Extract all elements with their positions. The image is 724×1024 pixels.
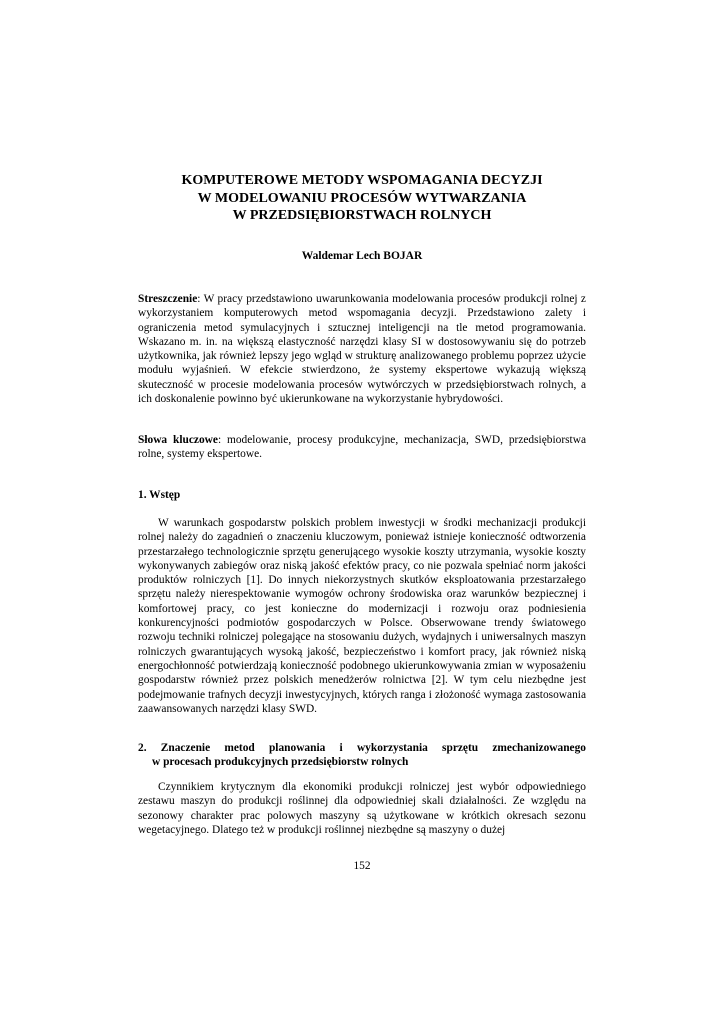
section-1-paragraph: W warunkach gospodarstw polskich problem inwestycji w środki mechanizacji produkcji rolnej należy do zagadnień o znaczeniu kluczowym, ponieważ istnieje konieczność odtworzenia przestarzałego technologicznie sprzętu generującego wysokie koszty utrzymania, wysokie koszty wykonywanych zabiegów oraz niską jakość efektów pracy, co nie pozwala spełniać norm jakości produktów rolniczych [1]. Do innych niekorzystnych skutków eksploatowania przestarzałego sprzętu należy nierespektowanie wymogów ochrony środowiska oraz warunków bezpiecznej i komfortowej pracy, co jest konieczne do modernizacji i rozwoju oraz podniesienia konkurencyjności podmiotów gospodarczych w Polsce. Obserwowane trendy światowego rozwoju techniki rolniczej polegające na stosowaniu dużych, wydajnych i uniwersalnych maszyn rolniczych gwarantujących wysoką jakość, bezpieczeństwo i komfort pracy, jak również niską energochłonność potwierdzają konieczność podobnego ukierunkowywania zmian w wyposażeniu gospodarstw również przez polskich menedżerów rolnictwa [2]. W tym celu niezbędne jest podejmowanie trafnych decyzji inwestycyjnych, których ranga i złożoność wymaga zastosowania zaawansowanych narzędzi klasy SWD. xyxy=(138,517,586,715)
paper-title xyxy=(138,172,586,225)
title-line-3: W PRZEDSIĘBIORSTWACH ROLNYCH xyxy=(232,208,492,223)
keywords-label: Słowa kluczowe xyxy=(138,434,218,446)
section-2-paragraph: Czynnikiem krytycznym dla ekonomiki produkcji rolniczej jest wybór odpowiedniego zestawu maszyn do produkcji roślinnej dla odpowiedniej skali działalności. Ze względu na sezonowy charakter prac polowych maszyny są użytkowane w krótkich okresach sezonu wegetacyjnego. Dlatego też w produkcji roślinnej niezbędne są maszyny o dużej xyxy=(138,781,586,836)
abstract-text: : W pracy przedstawiono uwarunkowania modelowania procesów produkcji rolnej z wykorzystaniem komputerowych metod wspomagania decyzji. Przedstawiono zalety i ograniczenia metod symulacyjnych i sztucznej inteligencji na tle metod programowania. Wskazano m. in. na większą elastyczność narzędzi klasy SI w dostosowywaniu się do potrzeb użytkownika, jak również lepszy jego wgląd w strukturę analizowanego problemu poprzez użycie modułu wyjaśnień. W efekcie stwierdzono, że systemy ekspertowe wykazują większą skuteczność w procesie modelowania procesów wytwórczych w przedsiębiorstwach rolnych, a ich doskonalenie powinno być ukierunkowane na wykorzystanie hybrydowości. xyxy=(138,293,586,406)
abstract xyxy=(138,292,586,406)
title-line-1: KOMPUTEROWE METODY WSPOMAGANIA DECYZJI xyxy=(181,173,543,188)
section-2-heading-line-1: 2. Znaczenie metod planowania i wykorzystania sprzętu zmechanizowanego xyxy=(138,742,586,754)
page-number: 152 xyxy=(353,860,371,872)
section-1-heading: 1. Wstęp xyxy=(138,489,181,501)
keywords xyxy=(138,433,586,462)
section-2-heading-line-2: w procesach produkcyjnych przedsiębiorstw rolnych xyxy=(152,756,409,769)
section-2-heading xyxy=(138,741,586,770)
abstract-label: Streszczenie xyxy=(138,293,198,305)
author-name: Waldemar Lech BOJAR xyxy=(301,250,423,262)
keywords-text: : modelowanie, procesy produkcyjne, mechanizacja, SWD, przedsiębiorstwa rolne, systemy ekspertowe. xyxy=(138,434,587,461)
title-line-2: W MODELOWANIU PROCESÓW WYTWARZANIA xyxy=(197,190,527,206)
